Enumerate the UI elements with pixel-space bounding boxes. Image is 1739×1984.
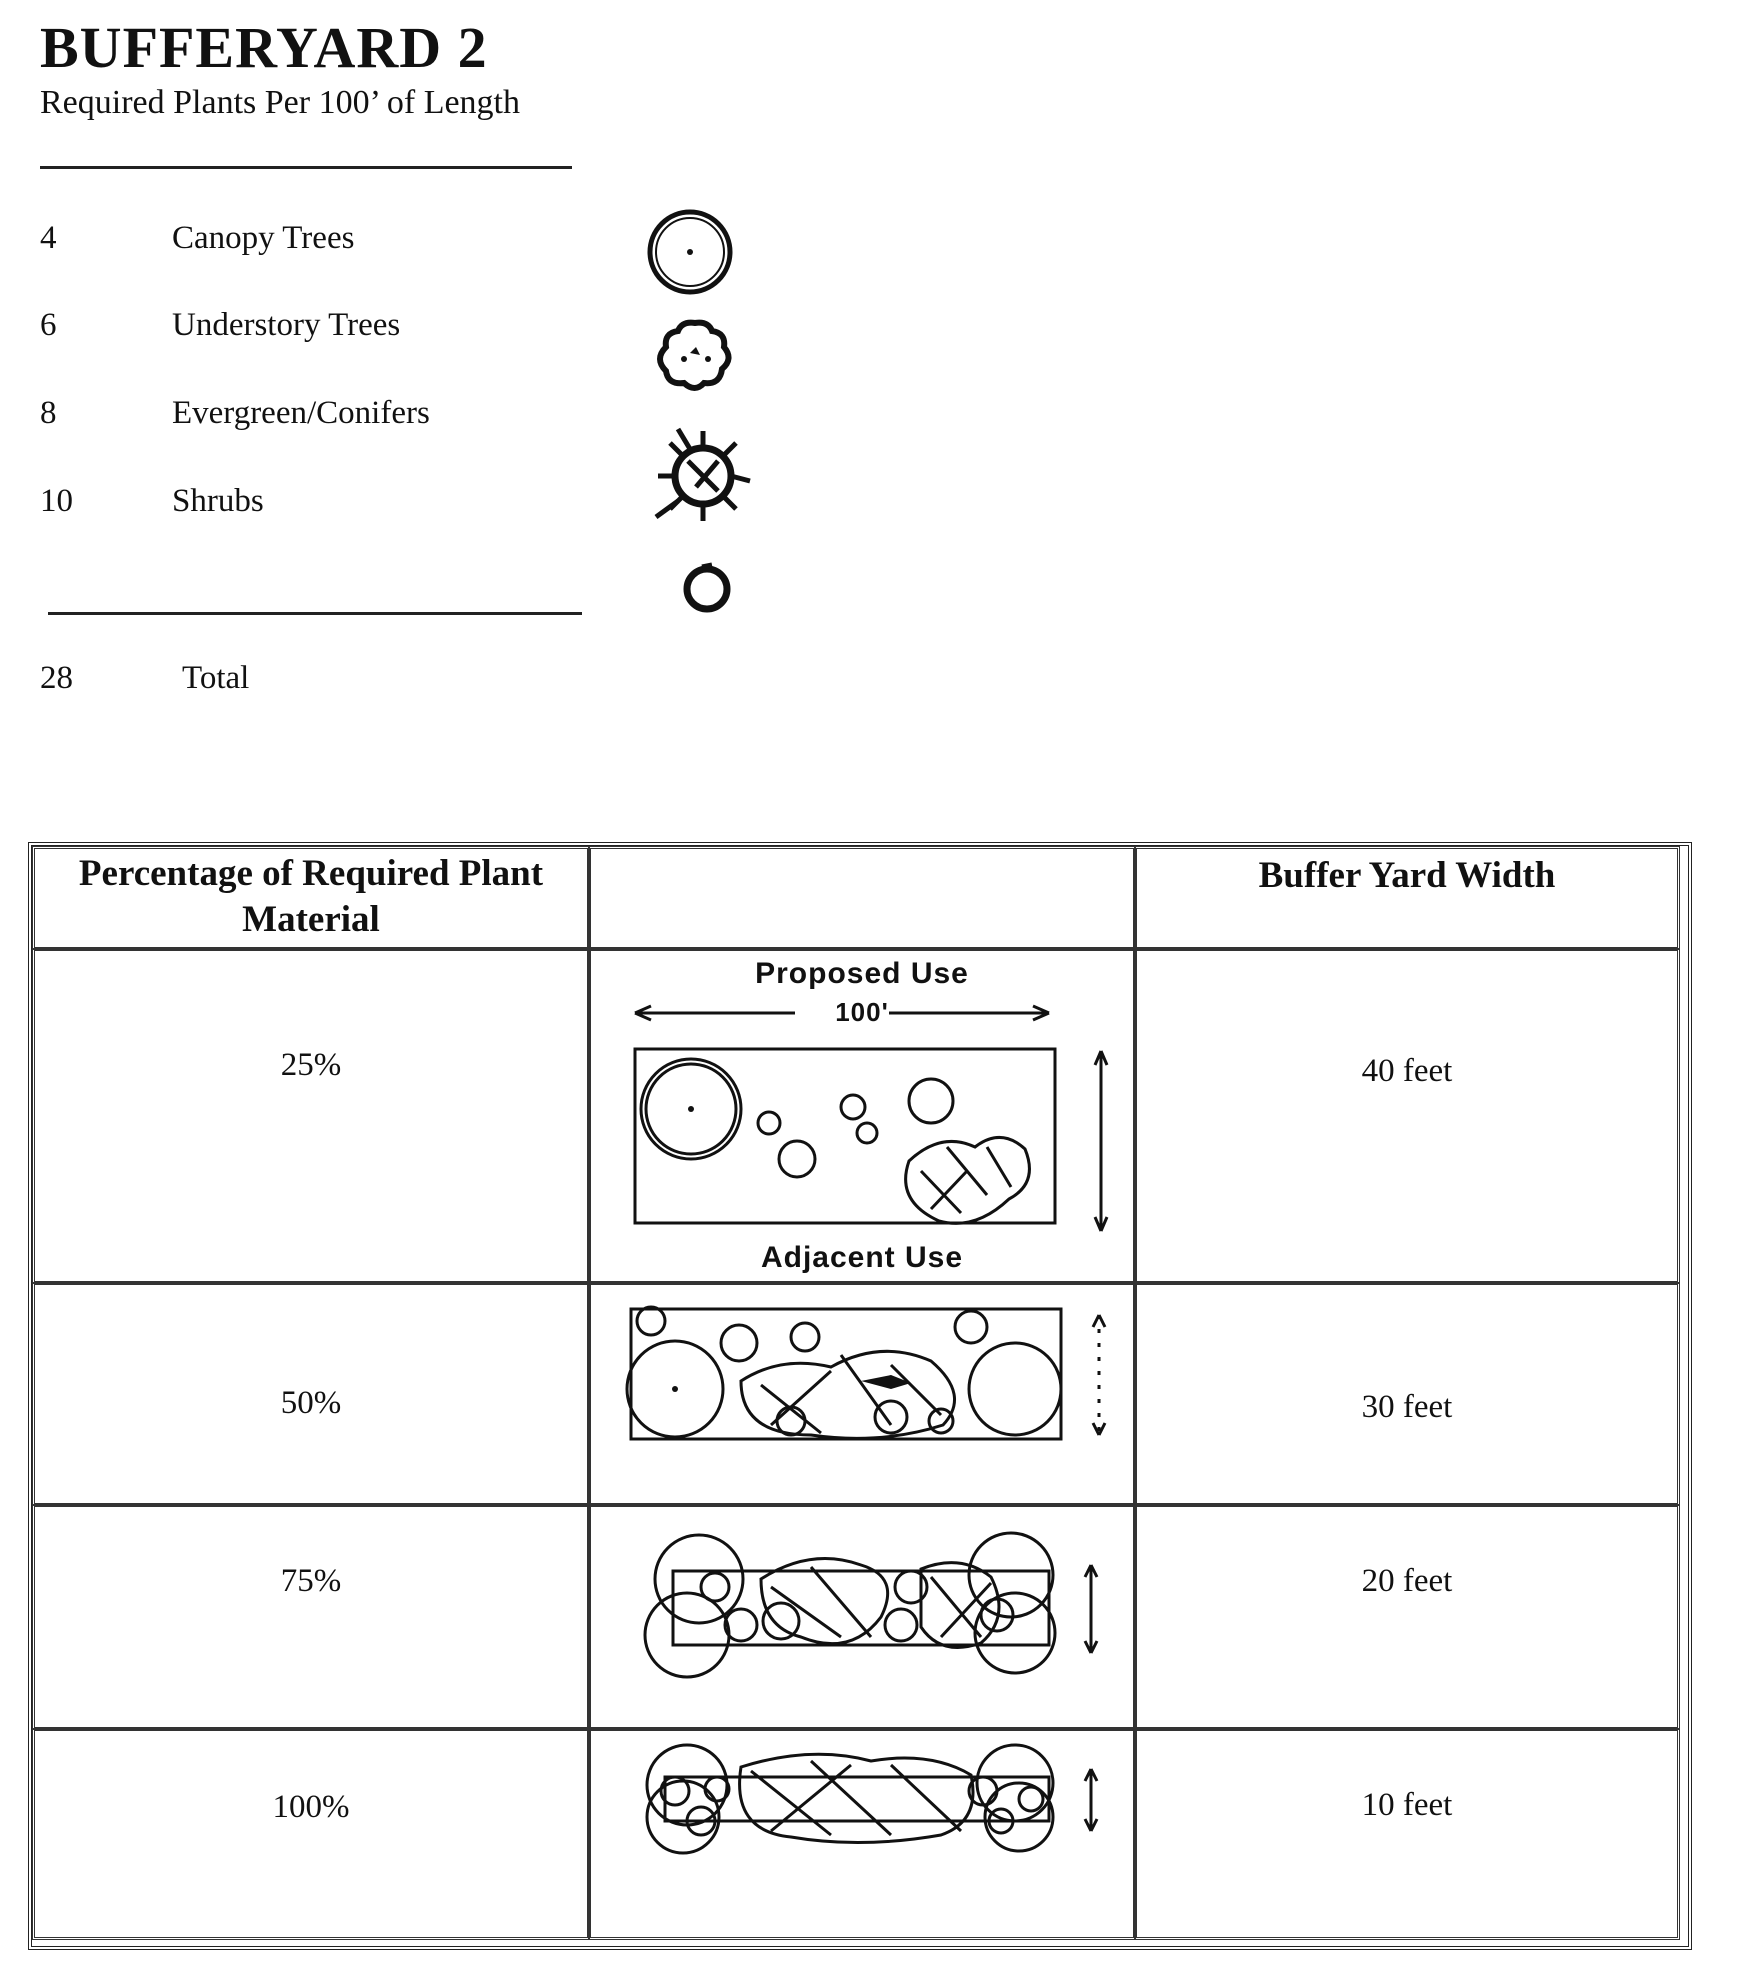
row-width [1134,1282,1680,1506]
percentage-value: 50% [280,1385,342,1421]
plant-count: 6 [40,307,57,343]
plant-label: Shrubs [172,483,264,519]
header-percentage-text: Percentage of Required Plant Material [78,853,544,940]
header-diagram [588,846,1136,950]
percentage-value: 100% [272,1789,350,1825]
row-diagram [588,1728,1136,1940]
page-subtitle: Required Plants Per 100’ of Length [40,84,521,121]
bufferyard-table [28,842,1692,1950]
row-percentage [32,1728,590,1940]
proposed-use-label: Proposed Use [755,957,969,990]
plant-count: 8 [40,395,57,431]
buffer-diagram-75 [591,1507,1133,1727]
plant-row-evergreen [40,395,760,445]
width-value: 10 feet [1361,1787,1453,1823]
total-count: 28 [40,660,73,696]
buffer-diagram-100 [591,1731,1133,1937]
percentage-value: 75% [280,1563,342,1599]
canopy-tree-icon [640,202,740,311]
header-width [1134,846,1680,950]
row-width [1134,1504,1680,1730]
shrub-icon [672,553,742,632]
plant-count: 10 [40,483,73,519]
plant-label: Evergreen/Conifers [172,395,430,431]
plant-row-canopy [40,220,760,270]
width-value: 30 feet [1361,1389,1453,1425]
buffer-diagram-50 [591,1285,1133,1503]
percentage-value: 25% [280,1047,342,1083]
row-percentage [32,1504,590,1730]
row-width [1134,948,1680,1284]
page-title: BUFFERYARD 2 [40,15,488,80]
row-diagram [588,1504,1136,1730]
width-value: 20 feet [1361,1563,1453,1599]
row-percentage [32,1282,590,1506]
header-percentage [32,846,590,950]
plant-label: Canopy Trees [172,220,355,256]
plant-label: Understory Trees [172,307,401,343]
row-diagram [588,948,1136,1284]
length-label: 100' [835,997,889,1027]
width-value: 40 feet [1361,1053,1453,1089]
row-diagram [588,1282,1136,1506]
divider-bottom [48,612,582,615]
row-width [1134,1728,1680,1940]
adjacent-use-label: Adjacent Use [760,1241,964,1274]
plant-row-understory [40,307,760,357]
understory-tree-icon [650,315,740,404]
row-percentage [32,948,590,1284]
plant-count: 4 [40,220,57,256]
plant-row-shrubs [40,483,760,533]
divider-top [40,166,572,169]
header-width-text: Buffer Yard Width [1258,855,1556,896]
total-label: Total [182,660,250,696]
